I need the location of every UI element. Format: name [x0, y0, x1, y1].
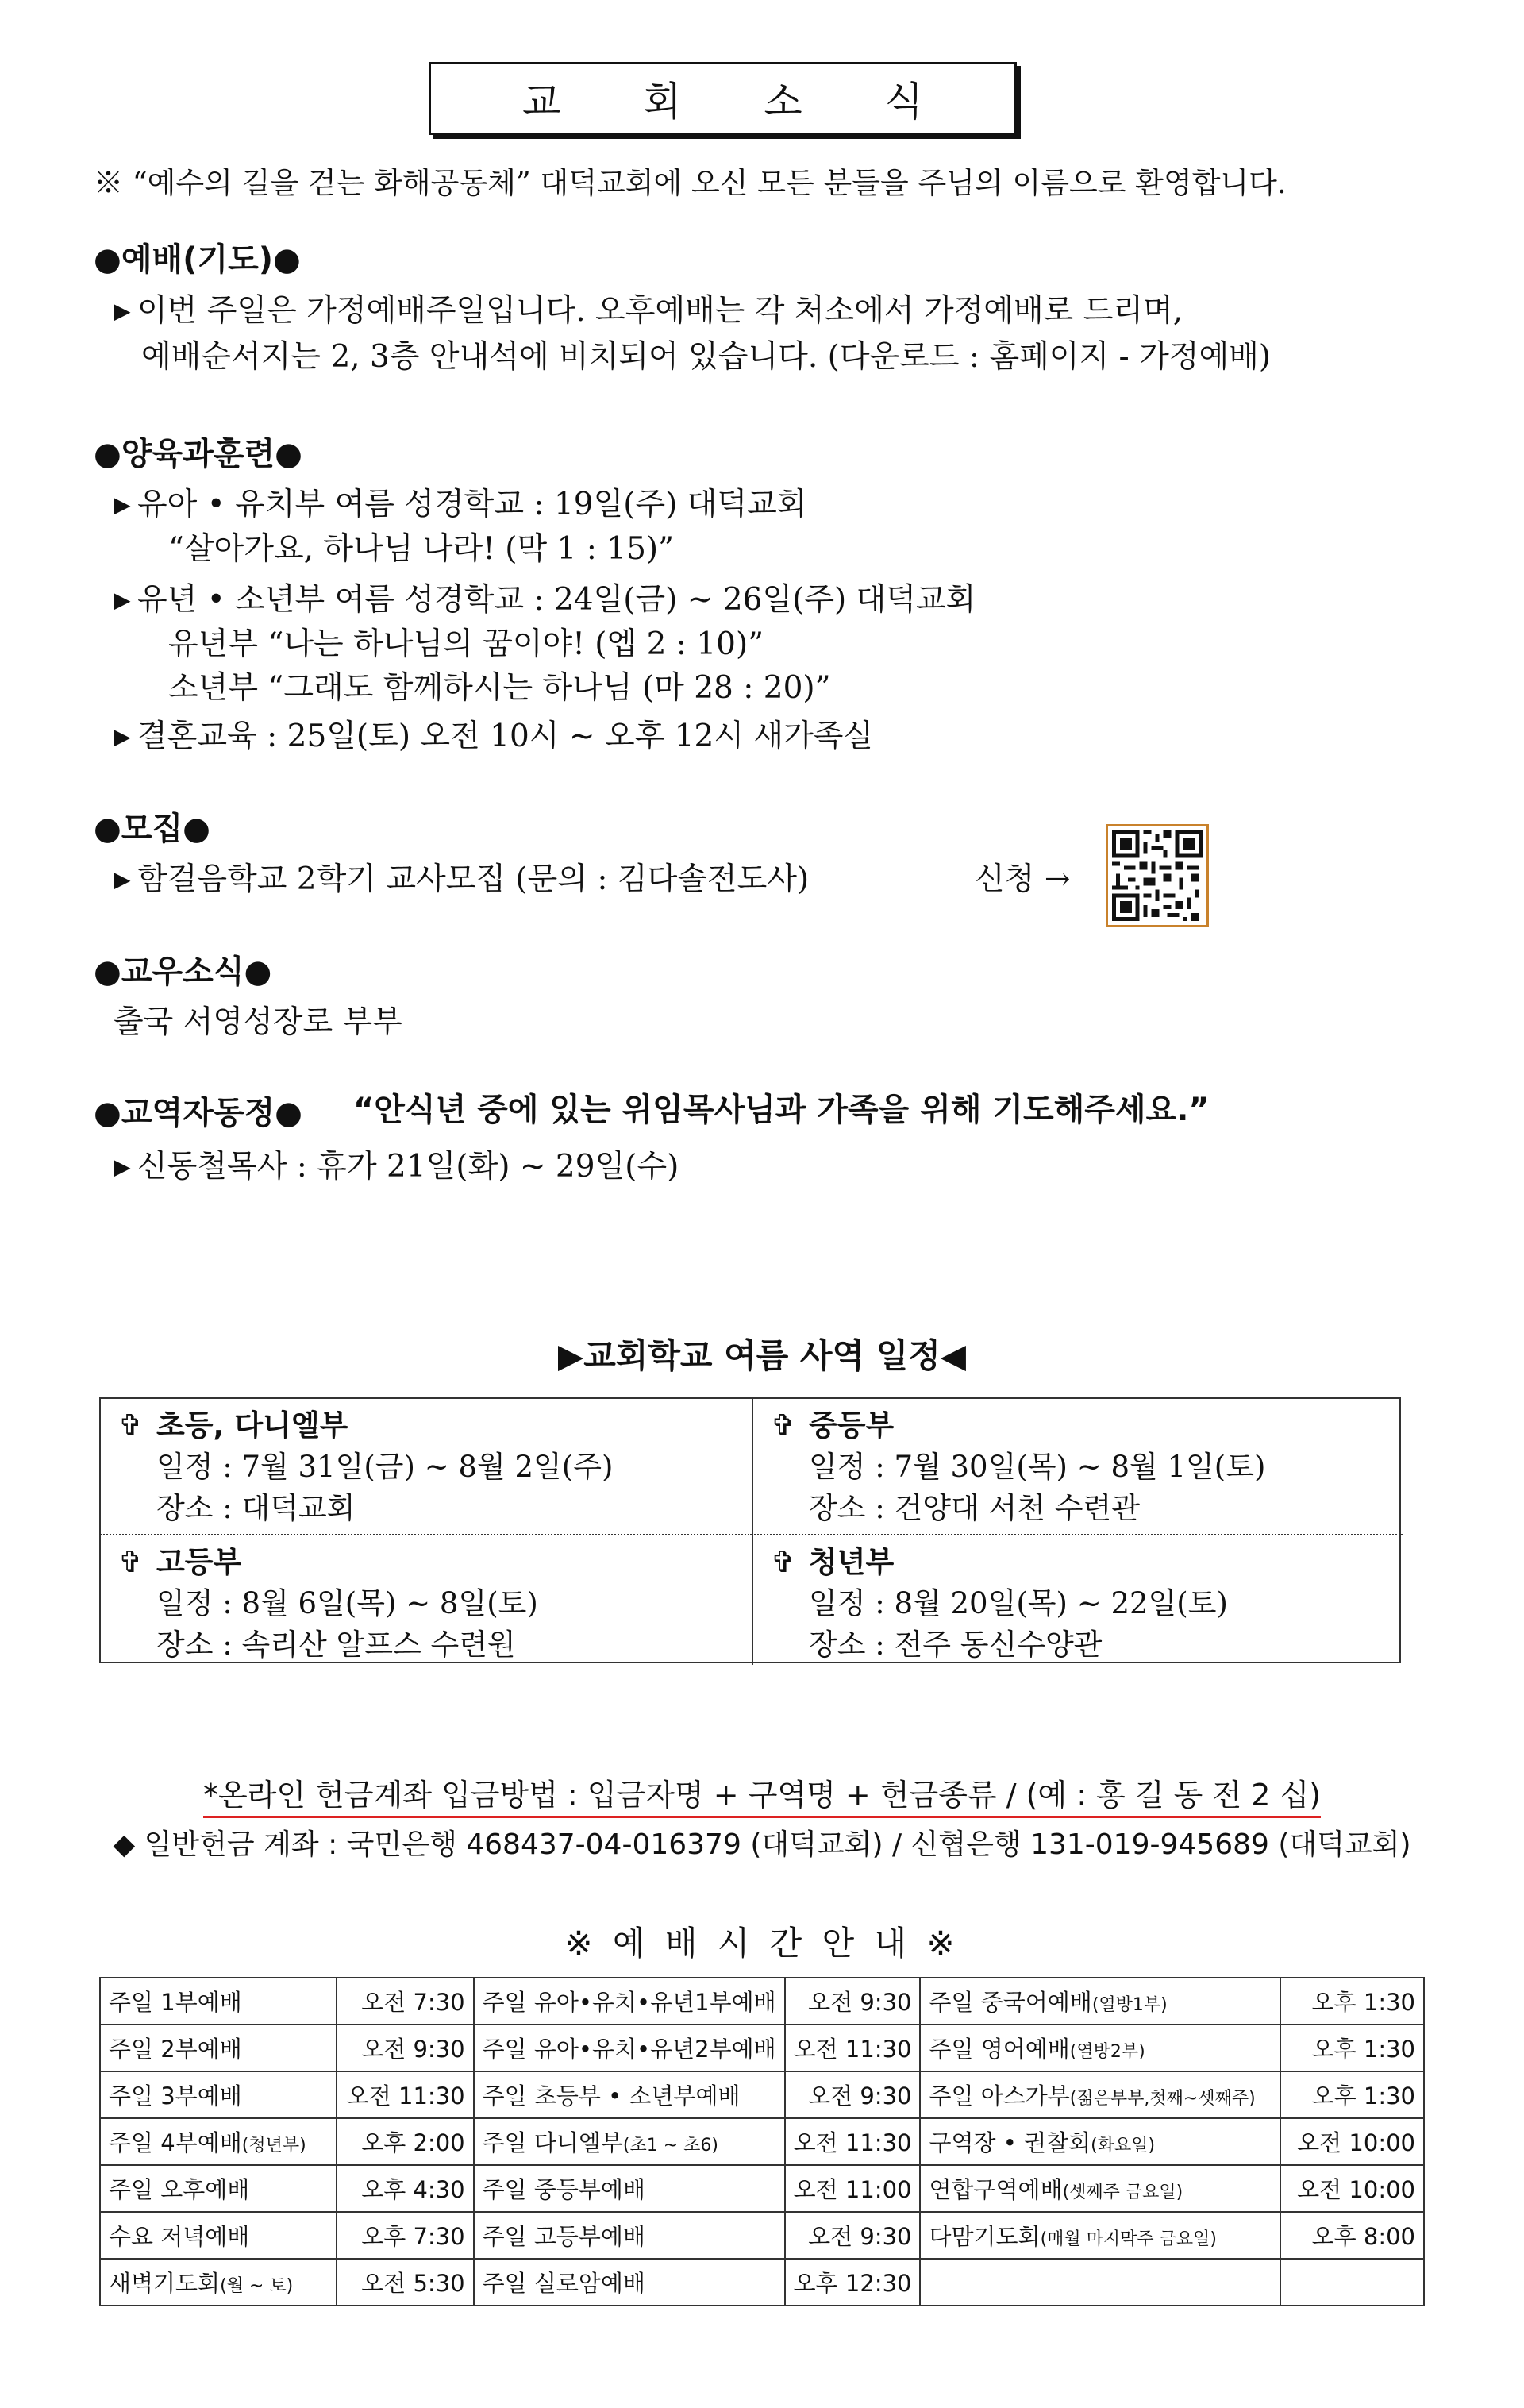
summer-cell-youth: ✞ 청년부 일정 : 8월 20일(목) ~ 22일(토) 장소 : 전주 동신수양관: [752, 1535, 1403, 1665]
service-note: (매월 마지막주 금요일): [1040, 2229, 1217, 2249]
worship-times-title: ※ 예 배 시 간 안 내 ※: [564, 1924, 960, 1963]
worship-time-row: [100, 2259, 1424, 2306]
service-name-text: 주일 2부예배: [109, 2036, 242, 2063]
service-name-text: 주일 유아•유치•유년1부예배: [482, 1989, 776, 2016]
service-name: [474, 2212, 785, 2259]
service-note: (초1 ~ 초6): [622, 2136, 719, 2156]
cross-icon: ✞: [771, 1408, 796, 1443]
service-name-text: 주일 초등부 • 소년부예배: [482, 2082, 741, 2109]
service-time: 오후 12:30: [785, 2259, 921, 2306]
worship-time-row: [100, 2212, 1424, 2259]
service-name-text: 주일 4부예배: [109, 2129, 242, 2156]
service-name: [920, 2212, 1280, 2259]
service-name-text: 주일 실로암예배: [482, 2270, 645, 2297]
ministers-item: ▶ 신동철목사 : 휴가 21일(화) ~ 29일(수): [114, 1149, 679, 1185]
summer-cell-high: ✞ 고등부 일정 : 8월 6일(목) ~ 8일(토) 장소 : 속리산 알프스 수련원: [101, 1535, 752, 1665]
education-heading: ●양육과훈련●: [94, 436, 303, 472]
service-name-text: 주일 아스가부: [929, 2082, 1070, 2109]
welcome-message: ※ “예수의 길을 걷는 화해공동체” 대덕교회에 오신 모든 분들을 주님의 이름으로 환영합니다.: [94, 166, 1287, 200]
service-name: [474, 2071, 785, 2118]
service-name: [920, 2165, 1280, 2212]
service-name: [100, 2025, 337, 2071]
bullet-triangle-icon: ▶: [114, 587, 131, 613]
service-name-text: 연합구역예배: [929, 2176, 1063, 2203]
service-time: 오후 1:30: [1280, 2071, 1424, 2118]
ministers-heading: ●교역자동정●: [94, 1095, 303, 1131]
summer-cell-elementary: ✞ 초등, 다니엘부 일정 : 7월 31일(금) ~ 8월 2일(주) 장소 : 대덕교회: [101, 1399, 752, 1535]
service-time: 오후 1:30: [1280, 2025, 1424, 2071]
service-name: [100, 1978, 337, 2025]
service-name-text: 주일 유아•유치•유년2부예배: [482, 2036, 776, 2063]
worship-time-row: [100, 2071, 1424, 2118]
page-title-box: [429, 62, 1017, 135]
service-time: 오전 11:30: [785, 2025, 921, 2071]
bullet-triangle-icon: ▶: [114, 866, 131, 892]
cross-icon: ✞: [118, 1545, 144, 1579]
service-name: [920, 2259, 1280, 2306]
worship-heading: ●예배(기도)●: [94, 241, 301, 278]
service-name-text: 주일 중등부예배: [482, 2176, 645, 2203]
recruit-item: ▶ 함걸음학교 2학기 교사모집 (문의 : 김다솔전도사): [114, 861, 810, 897]
service-name-text: 주일 영어예배: [929, 2036, 1070, 2063]
service-name: [474, 2259, 785, 2306]
worship-times-table: [99, 1977, 1425, 2306]
service-note: (셋째주 금요일): [1062, 2183, 1183, 2202]
service-time: [1280, 2259, 1424, 2306]
service-name-text: 새벽기도회: [109, 2270, 221, 2297]
service-time: 오전 5:30: [337, 2259, 474, 2306]
summer-schedule-table: [99, 1397, 1401, 1663]
bullet-triangle-icon: ▶: [114, 723, 131, 749]
ministers-quote: “안식년 중에 있는 위임목사님과 가족을 위해 기도해주세요.”: [353, 1092, 1210, 1128]
service-note: (청년부): [241, 2136, 306, 2156]
service-note: (열방1부): [1091, 1995, 1168, 2015]
service-time: 오전 11:30: [337, 2071, 474, 2118]
worship-time-row: [100, 2025, 1424, 2071]
summer-cell-middle: ✞ 중등부 일정 : 7월 30일(목) ~ 8월 1일(토) 장소 : 건양대 서천 수련관: [752, 1399, 1403, 1535]
service-name: [920, 2025, 1280, 2071]
service-time: 오전 11:00: [785, 2165, 921, 2212]
service-time: 오후 1:30: [1280, 1978, 1424, 2025]
worship-time-row: [100, 2118, 1424, 2165]
education-item-3: ▶ 결혼교육 : 25일(토) 오전 10시 ~ 오후 12시 새가족실: [114, 719, 874, 754]
members-heading: ●교우소식●: [94, 954, 272, 990]
education-item-2: ▶ 유년 • 소년부 여름 성경학교 : 24일(금) ~ 26일(주) 대덕교회: [114, 582, 976, 618]
members-item: 출국 서영성장로 부부: [114, 1004, 402, 1040]
service-time: 오후 4:30: [337, 2165, 474, 2212]
service-name-text: 주일 3부예배: [109, 2082, 242, 2109]
service-name: [100, 2165, 337, 2212]
service-name-text: 구역장 • 권찰회: [929, 2129, 1091, 2156]
service-time: 오후 8:00: [1280, 2212, 1424, 2259]
worship-line-2: 예배순서지는 2, 3층 안내석에 비치되어 있습니다. (다운로드 : 홈페이지 - 가정예배): [141, 339, 1272, 375]
service-name-text: 다맘기도회: [929, 2223, 1041, 2250]
service-name-text: 주일 다니엘부: [482, 2129, 623, 2156]
service-name: [920, 2071, 1280, 2118]
service-time: 오전 9:30: [785, 1978, 921, 2025]
service-name: [474, 1978, 785, 2025]
recruit-apply-label: 신청 →: [975, 861, 1071, 897]
service-name: [100, 2212, 337, 2259]
recruit-heading: ●모집●: [94, 811, 211, 847]
service-name: [474, 2165, 785, 2212]
service-note: (화요일): [1091, 2136, 1156, 2156]
online-offering-instructions: *온라인 헌금계좌 입금방법 : 입금자명 + 구역명 + 헌금종류 / (예 : 홍 길 동 전 2 십): [0, 1770, 1524, 1814]
page-title: 교 회 소 식: [522, 79, 958, 125]
service-name-text: 주일 고등부예배: [482, 2223, 645, 2250]
service-time: 오전 10:00: [1280, 2165, 1424, 2212]
service-name: [100, 2259, 337, 2306]
education-item-1-sub: “살아가요, 하나님 나라! (막 1 : 15)”: [168, 531, 675, 567]
service-name: [920, 2118, 1280, 2165]
service-name-text: 주일 오후예배: [109, 2176, 250, 2203]
service-name-text: 주일 중국어예배: [929, 1989, 1092, 2016]
summer-schedule-title: ▶교회학교 여름 사역 일정◀: [557, 1336, 967, 1375]
service-time: 오후 7:30: [337, 2212, 474, 2259]
service-name: [474, 2118, 785, 2165]
service-time: 오전 7:30: [337, 1978, 474, 2025]
worship-time-row: [100, 2165, 1424, 2212]
service-time: 오전 11:30: [785, 2118, 921, 2165]
service-time: 오전 9:30: [785, 2212, 921, 2259]
bullet-triangle-icon: ▶: [114, 1154, 131, 1180]
worship-time-row: [100, 1978, 1424, 2025]
service-note: (월 ~ 토): [220, 2276, 294, 2296]
service-time: 오후 2:00: [337, 2118, 474, 2165]
bullet-triangle-icon: ▶: [114, 491, 131, 518]
education-item-2-sub-1: 유년부 “나는 하나님의 꿈이야! (엡 2 : 10)”: [168, 626, 764, 662]
service-time: 오전 10:00: [1280, 2118, 1424, 2165]
service-name: [100, 2071, 337, 2118]
worship-line-1: ▶ 이번 주일은 가정예배주일입니다. 오후예배는 각 처소에서 가정예배로 드리며,: [114, 293, 1183, 329]
service-note: (젊은부부,첫째~셋째주): [1069, 2089, 1256, 2109]
education-item-1: ▶ 유아 • 유치부 여름 성경학교 : 19일(주) 대덕교회: [114, 487, 807, 522]
service-name-text: 수요 저녁예배: [109, 2223, 250, 2250]
qr-code-icon[interactable]: [1106, 824, 1209, 927]
service-time: 오전 9:30: [785, 2071, 921, 2118]
service-time: 오전 9:30: [337, 2025, 474, 2071]
service-note: (열방2부): [1069, 2042, 1145, 2062]
bullet-triangle-icon: ▶: [114, 298, 131, 324]
service-name: [920, 1978, 1280, 2025]
service-name-text: 주일 1부예배: [109, 1989, 242, 2016]
offering-accounts: ◆ 일반헌금 계좌 : 국민은행 468437-04-016379 (대덕교회) / 신협은행 131-019-945689 (대덕교회): [113, 1828, 1411, 1861]
cross-icon: ✞: [118, 1408, 144, 1443]
cross-icon: ✞: [771, 1545, 796, 1579]
service-name: [474, 2025, 785, 2071]
education-item-2-sub-2: 소년부 “그래도 함께하시는 하나님 (마 28 : 20)”: [168, 670, 831, 706]
service-name: [100, 2118, 337, 2165]
